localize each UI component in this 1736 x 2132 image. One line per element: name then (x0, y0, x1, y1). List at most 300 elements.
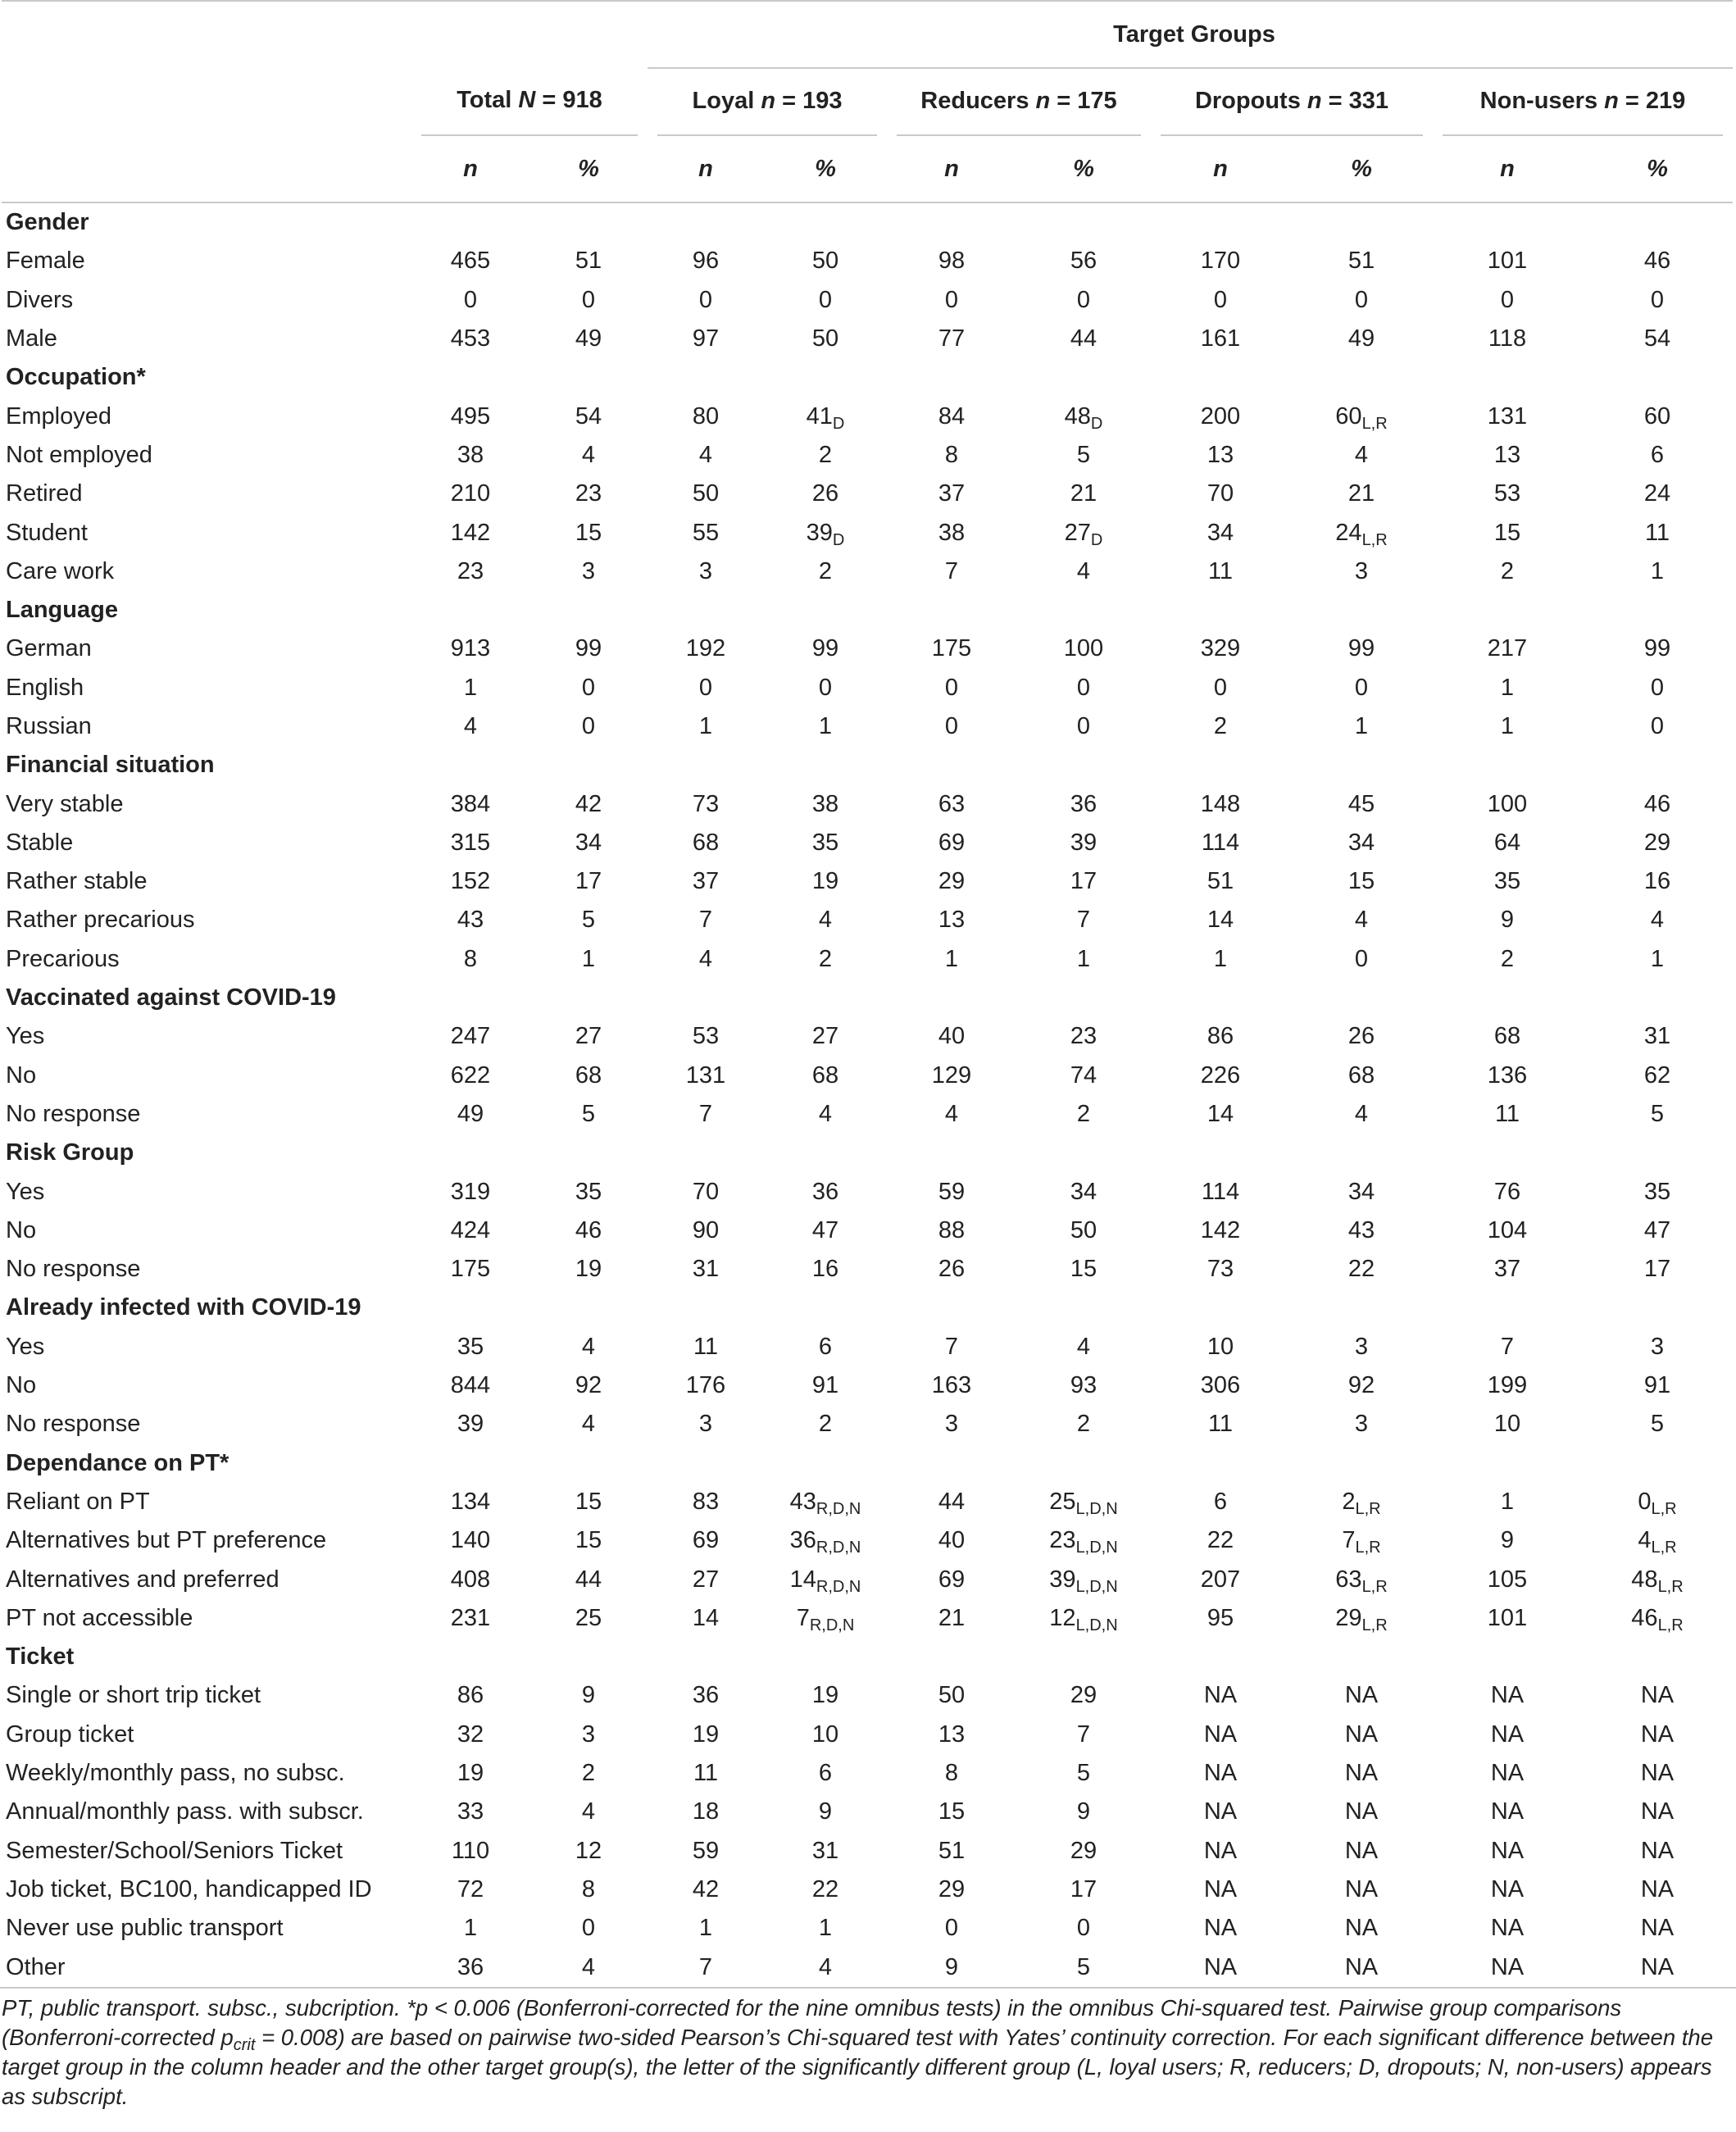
table-row (2, 1057, 1733, 1095)
table-cell: NA (1344, 1760, 1379, 1787)
table-cell: 0 (1213, 286, 1228, 313)
table-cell: 9 (1500, 1527, 1515, 1554)
table-row (2, 475, 1733, 513)
table-cell: 33 (457, 1798, 484, 1825)
table-cell: 44 (575, 1566, 602, 1593)
table-cell: 142 (1200, 1216, 1241, 1243)
table-cell: 80 (692, 402, 720, 430)
table-cell: 47 (1643, 1216, 1671, 1243)
significance-subscript: L,R (1355, 1539, 1381, 1557)
footnote-text: PT, public transport. subsc., subcription. *p < 0.006 (Bonferroni-corrected for the nine omnibus tests) in the omnibus Chi-squared test. Pairwise group comparisons (Bonferroni-corrected p (2, 1995, 1622, 2050)
table-row (2, 1909, 1733, 1948)
table-cell: 34 (575, 829, 602, 856)
table-cell: 0 (581, 713, 596, 739)
table-cell: 15 (1347, 868, 1375, 895)
table-row (2, 1328, 1733, 1366)
table-cell: 49 (1347, 325, 1375, 352)
table-cell: $2_{L,R}$ (1342, 1488, 1381, 1518)
table-cell: 134 (450, 1488, 491, 1515)
row-label: Other (6, 1953, 66, 1980)
table-cell: 1 (463, 1915, 478, 1942)
table-cell: 0 (581, 286, 596, 313)
table-row (2, 630, 1733, 668)
table-cell: 4 (818, 1100, 833, 1127)
table-cell: 69 (938, 829, 966, 856)
table-cell: 38 (811, 790, 839, 817)
table-cell: 56 (1070, 248, 1097, 275)
table-cell: 114 (1201, 1178, 1240, 1205)
table-row (2, 320, 1733, 358)
category-row (2, 1444, 1733, 1483)
table-cell: 4 (1354, 907, 1369, 934)
table-cell: 4 (698, 441, 713, 468)
table-cell: 2 (581, 1760, 596, 1787)
table-cell: 175 (450, 1256, 491, 1283)
category-row (2, 746, 1733, 784)
table-cell: NA (1344, 1953, 1379, 1980)
footnote-text-rest: = 0.008) are based on pairwise two-sided Pearson’s Chi-squared test with Yates’ continuity correction. For each significant difference between the target group in the column header and the other target group(s), the letter of the significantly different group (L, loyal users; R, reducers; D, dropouts; N, non-users) appears as subscript. (2, 2025, 1713, 2109)
table-cell: 0 (698, 286, 713, 313)
table-cell: 91 (811, 1372, 839, 1399)
table-cell: NA (1203, 1760, 1238, 1787)
table-row (2, 1716, 1733, 1754)
table-cell: 29 (938, 868, 966, 895)
table-row (2, 707, 1733, 746)
row-label: German (6, 635, 92, 662)
table-row (2, 784, 1733, 823)
row-label: Not employed (6, 441, 152, 468)
row-label: No (6, 1061, 37, 1089)
significance-subscript: L,R (1657, 1616, 1684, 1634)
row-label: Group ticket (6, 1721, 134, 1748)
table-cell: NA (1490, 1798, 1525, 1825)
table-row (2, 1211, 1733, 1250)
table-cell: 161 (1200, 325, 1241, 352)
group-header-2: Reducers n = 175 (887, 68, 1151, 136)
category-label: Financial situation (6, 752, 215, 779)
table-cell: 5 (1650, 1411, 1665, 1438)
table-row (2, 1676, 1733, 1715)
table-cell: 192 (685, 635, 726, 662)
table-cell: 0 (1076, 286, 1091, 313)
table-cell: 3 (698, 1411, 713, 1438)
table-cell: 92 (575, 1372, 602, 1399)
table-cell: 68 (811, 1061, 839, 1089)
table-row (2, 242, 1733, 280)
table-cell: 913 (450, 635, 491, 662)
table-cell: 21 (1070, 480, 1097, 507)
table-cell: 18 (692, 1798, 720, 1825)
table-cell: 4 (1076, 1333, 1091, 1360)
table-cell: 23 (457, 557, 484, 584)
row-label: Very stable (6, 790, 124, 817)
table-cell: 99 (1643, 635, 1671, 662)
table-row (2, 281, 1733, 320)
row-label: Yes (6, 1333, 45, 1360)
category-label: Occupation* (6, 364, 146, 391)
table-cell: 6 (1213, 1488, 1228, 1515)
table-cell: 54 (1643, 325, 1671, 352)
table-cell: NA (1344, 1798, 1379, 1825)
table-cell: 4 (818, 907, 833, 934)
table-cell: NA (1640, 1682, 1675, 1709)
table-cell: NA (1344, 1682, 1379, 1709)
table-cell: 1 (1500, 1488, 1515, 1515)
table-cell: 34 (1347, 829, 1375, 856)
table-cell: 3 (581, 1721, 596, 1748)
table-cell: 142 (450, 519, 491, 546)
table-cell: 0 (581, 1915, 596, 1942)
table-cell: 86 (1207, 1023, 1234, 1050)
table-cell: 0 (1500, 286, 1515, 313)
group-header-1: Loyal n = 193 (648, 68, 887, 136)
table-cell: 69 (938, 1566, 966, 1593)
significance-subscript: L,D,N (1075, 1499, 1118, 1518)
table-cell: 0 (581, 674, 596, 701)
table-cell: $43_{R,D,N}$ (789, 1488, 861, 1518)
table-cell: 50 (811, 248, 839, 275)
table-cell: 92 (1347, 1372, 1375, 1399)
table-cell: 5 (1076, 1760, 1091, 1787)
table-cell: $25_{L,D,N}$ (1049, 1488, 1118, 1518)
table-row (2, 1250, 1733, 1289)
table-cell: 140 (450, 1527, 491, 1554)
table-cell: 170 (1200, 248, 1241, 275)
significance-subscript: L,R (1355, 1499, 1381, 1518)
table-cell: 34 (1347, 1178, 1375, 1205)
table-row (2, 1172, 1733, 1211)
table-row (2, 552, 1733, 591)
row-label: Semester/School/Seniors Ticket (6, 1837, 343, 1864)
table-row (2, 1948, 1733, 1986)
table-cell: 11 (693, 1760, 719, 1787)
table-cell: $4_{L,R}$ (1638, 1527, 1677, 1557)
table-cell: 11 (1644, 519, 1670, 546)
category-label: Gender (6, 209, 89, 236)
table-cell: 49 (575, 325, 602, 352)
table-cell: 0 (1354, 674, 1369, 701)
table-cell: 19 (457, 1760, 484, 1787)
table-cell: 0 (944, 286, 959, 313)
table-cell: 17 (1070, 1875, 1097, 1902)
table-cell: $60_{L,R}$ (1335, 402, 1388, 433)
row-label: Single or short trip ticket (6, 1682, 261, 1709)
table-cell: 68 (1493, 1023, 1521, 1050)
table-cell: 4 (581, 441, 596, 468)
row-label: Job ticket, BC100, handicapped ID (6, 1875, 372, 1902)
table-cell: 99 (811, 635, 839, 662)
table-cell: NA (1640, 1953, 1675, 1980)
row-label: No (6, 1216, 37, 1243)
table-cell: 70 (1207, 480, 1234, 507)
table-cell: NA (1203, 1721, 1238, 1748)
table-cell: 7 (698, 1100, 713, 1127)
table-cell: $14_{R,D,N}$ (789, 1566, 861, 1596)
table-cell: 4 (581, 1333, 596, 1360)
table-cell: 32 (457, 1721, 484, 1748)
row-label: No response (6, 1411, 141, 1438)
table-cell: 97 (692, 325, 720, 352)
significance-subscript: R,D,N (816, 1539, 861, 1557)
table-cell: 84 (938, 402, 966, 430)
table-cell: 29 (1070, 1837, 1097, 1864)
group-header-4: Non-users n = 219 (1433, 68, 1733, 136)
table-body (2, 202, 1733, 1987)
table-cell: 44 (938, 1488, 966, 1515)
table-cell: 13 (1493, 441, 1521, 468)
significance-subscript: D (832, 414, 845, 433)
table-cell: 114 (1201, 829, 1240, 856)
table-cell: 3 (581, 557, 596, 584)
table-cell: $63_{L,R}$ (1335, 1566, 1388, 1596)
table-row (2, 1871, 1733, 1909)
table-cell: NA (1203, 1682, 1238, 1709)
row-label: No response (6, 1100, 141, 1127)
table-cell: 2 (1500, 945, 1515, 972)
significance-subscript: D (832, 530, 845, 549)
group-header-3: Dropouts n = 331 (1151, 68, 1433, 136)
table-cell: 1 (944, 945, 959, 972)
table-cell: 96 (692, 248, 720, 275)
significance-subscript: D (1090, 530, 1103, 549)
table-cell: 1 (818, 1915, 833, 1942)
table-row (2, 669, 1733, 707)
table-cell: 424 (450, 1216, 491, 1243)
table-cell: 8 (944, 1760, 959, 1787)
table-cell: 0 (818, 286, 833, 313)
table-cell: 0 (944, 674, 959, 701)
category-row (2, 979, 1733, 1017)
table-cell: NA (1203, 1915, 1238, 1942)
category-label: Language (6, 597, 118, 624)
table-cell: 35 (811, 829, 839, 856)
table-cell: 42 (575, 790, 602, 817)
table-cell: NA (1640, 1915, 1675, 1942)
table-cell: 73 (692, 790, 720, 817)
table-cell: 0 (1650, 674, 1665, 701)
table-cell: 8 (944, 441, 959, 468)
col-n-4: n (1500, 155, 1515, 182)
table-cell: NA (1640, 1721, 1675, 1748)
table-cell: 5 (1650, 1100, 1665, 1127)
row-label: Alternatives but PT preference (6, 1527, 327, 1554)
table-cell: 0 (463, 286, 478, 313)
table-cell: 4 (1354, 441, 1369, 468)
table-cell: 101 (1487, 248, 1528, 275)
target-groups-heading: Target Groups (648, 2, 1733, 68)
table-cell: 6 (1650, 441, 1665, 468)
category-row (2, 1289, 1733, 1327)
table-cell: 73 (1207, 1256, 1234, 1283)
col-pct-1: % (815, 155, 836, 182)
table-cell: 40 (938, 1023, 966, 1050)
table-cell: NA (1344, 1837, 1379, 1864)
col-pct-2: % (1073, 155, 1094, 182)
table-cell: 7 (1076, 907, 1091, 934)
table-cell: 0 (1354, 286, 1369, 313)
table-cell: 4 (463, 713, 478, 739)
table-cell: 100 (1487, 790, 1528, 817)
table-cell: 43 (1347, 1216, 1375, 1243)
table-cell: 17 (1070, 868, 1097, 895)
table-cell: 5 (581, 1100, 596, 1127)
table-cell: 26 (1347, 1023, 1375, 1050)
table-cell: $0_{L,R}$ (1638, 1488, 1677, 1518)
table-cell: 34 (1070, 1178, 1097, 1205)
table-cell: 131 (685, 1061, 726, 1089)
table-cell: 68 (692, 829, 720, 856)
table-cell: 69 (692, 1527, 720, 1554)
table-cell: 36 (692, 1682, 720, 1709)
row-label: No response (6, 1256, 141, 1283)
table-cell: 136 (1487, 1061, 1528, 1089)
table-cell: $46_{L,R}$ (1631, 1604, 1684, 1634)
table-cell: 36 (1070, 790, 1097, 817)
table-cell: 13 (1207, 441, 1234, 468)
table-cell: 100 (1063, 635, 1104, 662)
table-cell: 22 (811, 1875, 839, 1902)
table-cell: 2 (1076, 1100, 1091, 1127)
row-label: PT not accessible (6, 1604, 193, 1631)
table-cell: 68 (575, 1061, 602, 1089)
table-cell: 39 (1070, 829, 1097, 856)
table-row (2, 901, 1733, 939)
table-cell: 105 (1487, 1566, 1528, 1593)
significance-subscript: L,R (1361, 530, 1388, 549)
table-cell: $23_{L,D,N}$ (1049, 1527, 1118, 1557)
table-cell: 10 (1207, 1333, 1234, 1360)
table-cell: NA (1490, 1760, 1525, 1787)
table-cell: 50 (938, 1682, 966, 1709)
group-header-0: Total N = 918 (411, 68, 648, 136)
table-cell: 16 (811, 1256, 839, 1283)
table-cell: NA (1490, 1953, 1525, 1980)
table-cell: 176 (685, 1372, 726, 1399)
table-cell: 70 (692, 1178, 720, 1205)
category-label: Risk Group (6, 1139, 134, 1166)
table-cell: 38 (457, 441, 484, 468)
table-cell: NA (1203, 1798, 1238, 1825)
table-cell: 4 (698, 945, 713, 972)
table-cell: 90 (692, 1216, 720, 1243)
row-label: Yes (6, 1023, 45, 1050)
table-cell: 59 (692, 1837, 720, 1864)
table-cell: NA (1344, 1875, 1379, 1902)
table-cell: 27 (575, 1023, 602, 1050)
table-cell: 37 (1493, 1256, 1521, 1283)
table-cell: 23 (575, 480, 602, 507)
table-cell: 5 (1076, 1953, 1091, 1980)
significance-subscript: L,R (1651, 1499, 1677, 1518)
table-row (2, 397, 1733, 435)
table-cell: 2 (818, 945, 833, 972)
table-cell: 0 (1076, 1915, 1091, 1942)
table-cell: 37 (692, 868, 720, 895)
table-cell: 207 (1200, 1566, 1241, 1593)
row-label: English (6, 674, 84, 701)
table-cell: 11 (1207, 1411, 1234, 1438)
table-cell: 0 (1650, 713, 1665, 739)
table-cell: 29 (1070, 1682, 1097, 1709)
table-cell: 19 (811, 1682, 839, 1709)
significance-subscript: D (1090, 414, 1103, 433)
col-n-2: n (944, 155, 959, 182)
table-cell: 10 (1493, 1411, 1521, 1438)
col-pct-3: % (1351, 155, 1372, 182)
table-cell: 200 (1200, 402, 1241, 430)
table-cell: 1 (1213, 945, 1228, 972)
table-row (2, 1560, 1733, 1598)
table-cell: 199 (1487, 1372, 1528, 1399)
table-cell: 16 (1643, 868, 1671, 895)
table-cell: 27 (811, 1023, 839, 1050)
row-label: Weekly/monthly pass, no subsc. (6, 1760, 345, 1787)
table-cell: 35 (1493, 868, 1521, 895)
table-cell: 495 (450, 402, 491, 430)
table-row (2, 1831, 1733, 1870)
table-cell: 53 (692, 1023, 720, 1050)
row-label: Russian (6, 713, 92, 739)
table-row (2, 1754, 1733, 1793)
table-cell: 86 (457, 1682, 484, 1709)
category-row (2, 591, 1733, 630)
table-cell: 9 (1076, 1798, 1091, 1825)
significance-subscript: L,R (1361, 414, 1388, 433)
table-cell: 4 (944, 1100, 959, 1127)
table-cell: 6 (818, 1333, 833, 1360)
significance-subscript: L,R (1651, 1539, 1677, 1557)
table-cell: 46 (575, 1216, 602, 1243)
row-label: Stable (6, 829, 74, 856)
row-label: No (6, 1372, 37, 1399)
table-row (2, 1483, 1733, 1521)
table-cell: 3 (698, 557, 713, 584)
table-cell: 110 (451, 1837, 490, 1864)
footnote-subscript: crit (233, 2036, 256, 2054)
table-cell: NA (1640, 1837, 1675, 1864)
table-cell: 4 (1076, 557, 1091, 584)
table-cell: 4 (581, 1411, 596, 1438)
table-cell: 24 (1643, 480, 1671, 507)
table-cell: 2 (818, 441, 833, 468)
table-cell: 77 (938, 325, 966, 352)
category-row (2, 202, 1733, 242)
table-cell: 306 (1200, 1372, 1241, 1399)
table-cell: 29 (1643, 829, 1671, 856)
table-cell: 9 (581, 1682, 596, 1709)
table-cell: $29_{L,R}$ (1335, 1604, 1388, 1634)
table-cell: 0 (1076, 713, 1091, 739)
table-cell: 50 (692, 480, 720, 507)
category-row (2, 1134, 1733, 1172)
table-cell: 15 (1493, 519, 1521, 546)
table-row (2, 1095, 1733, 1134)
table-cell: 15 (938, 1798, 966, 1825)
table-cell: 210 (450, 480, 491, 507)
table-cell: NA (1640, 1798, 1675, 1825)
table-cell: 131 (1487, 402, 1528, 430)
row-label: Rather precarious (6, 907, 195, 934)
row-label: Male (6, 325, 57, 352)
table-cell: $48_D$ (1064, 402, 1103, 433)
table-cell: 8 (581, 1875, 596, 1902)
table-cell: 9 (1500, 907, 1515, 934)
table-cell: NA (1640, 1760, 1675, 1787)
table-cell: 231 (450, 1604, 491, 1631)
table-cell: 76 (1493, 1178, 1521, 1205)
row-label: Retired (6, 480, 83, 507)
table-cell: 63 (938, 790, 966, 817)
